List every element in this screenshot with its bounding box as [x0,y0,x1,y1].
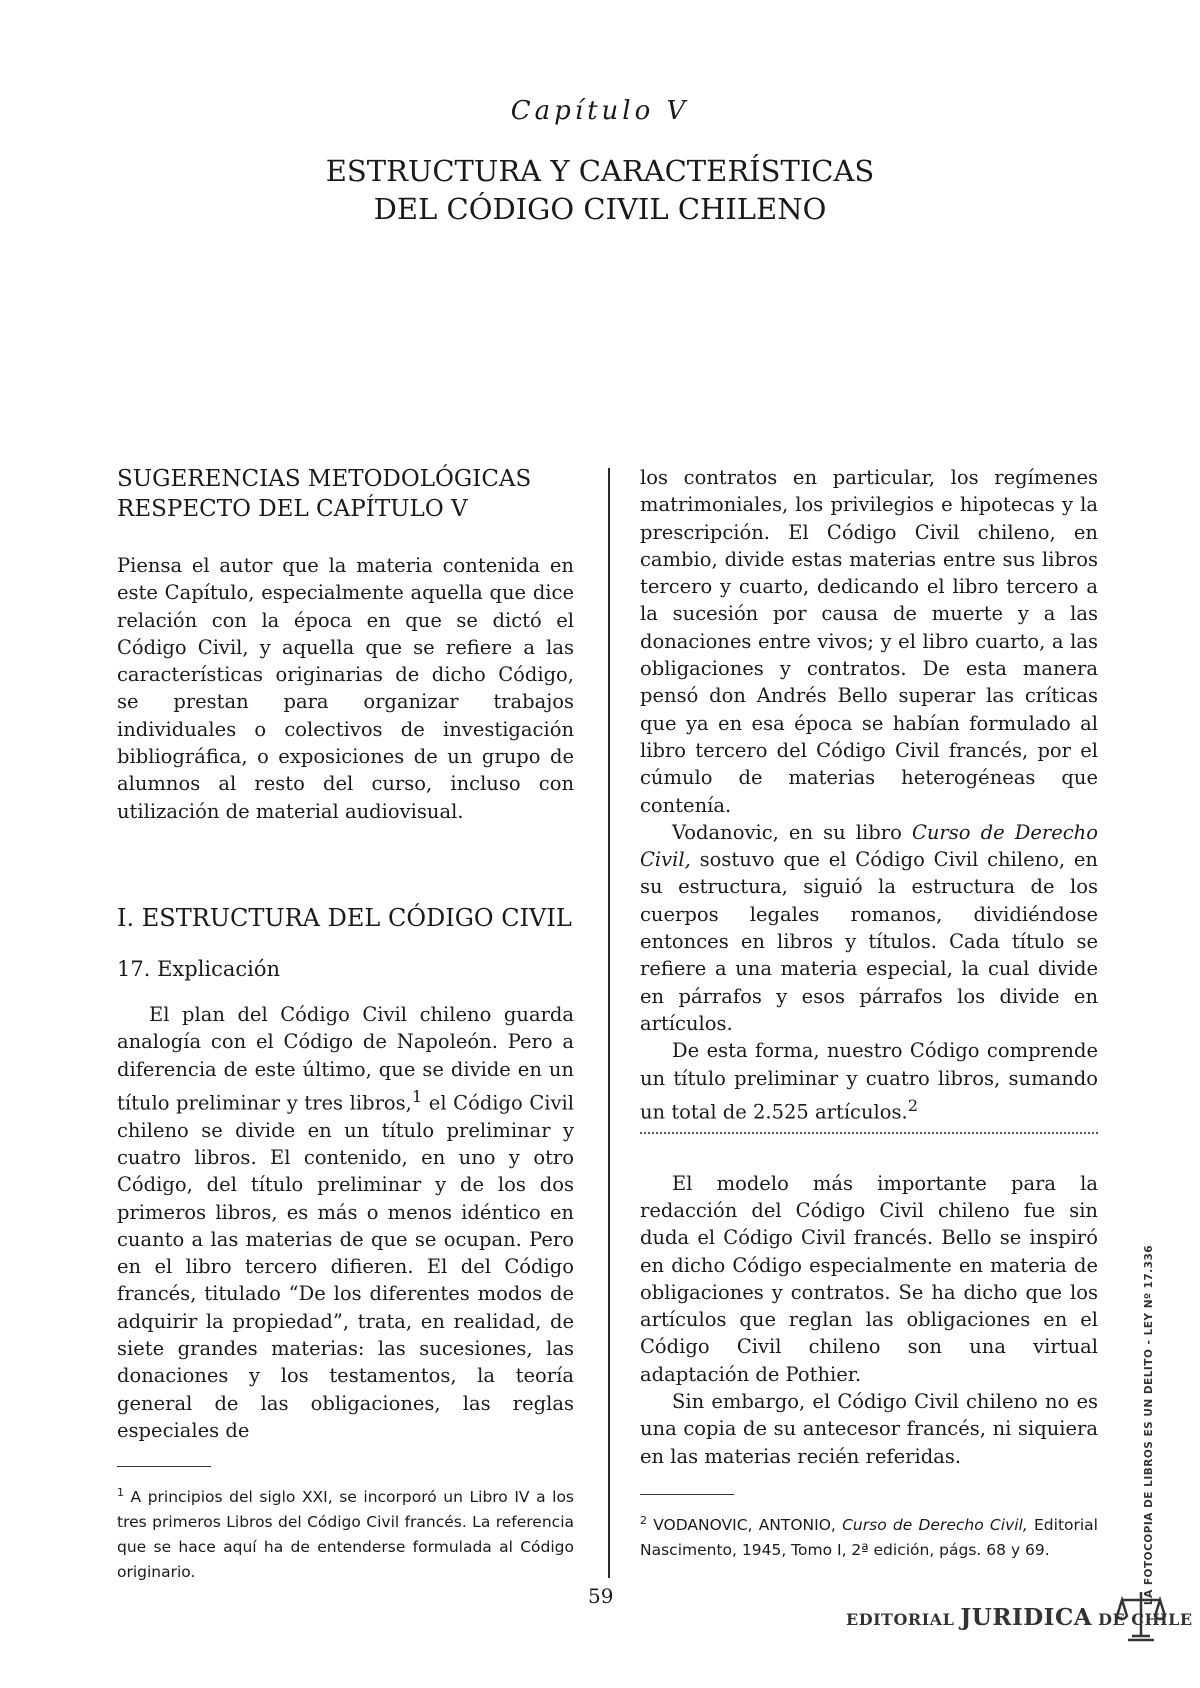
footnote-author: VODANOVIC, ANTONIO, [647,1516,843,1535]
publisher-part-3: DE CHILE [1092,1610,1193,1629]
page-number: 59 [588,1584,614,1608]
chapter-label: Capítulo V [510,96,690,126]
body-paragraph: El modelo más importante para la redacción del Código Civil chileno fue sin duda el Código Civil francés. Bello se inspiró en dicho Código especialmente en materia de obligaciones y contratos. Se ha dicho que los artículos que reglan las obligaciones en el Código Civil chileno son una virtual adaptación de Pothier. [640,1171,1098,1386]
dotted-separator [640,1132,1098,1158]
publisher-part-1: EDITORIAL [846,1610,961,1629]
footnote-1 [117,1480,574,1585]
chapter-title-line-1: ESTRUCTURA Y CARACTERÍSTICAS [325,154,875,188]
chapter-title-line-2: DEL CÓDIGO CIVIL CHILENO [373,192,827,226]
body-paragraph [117,1001,574,1444]
paragraph-text: El plan del Código Civil chileno guarda analogía con el Código de Napoleón. Pero a diferencia de este último, que se divide en un título preliminar y tres libros, [117,1002,574,1115]
copyright-notice-text: LA FOTOCOPIA DE LIBROS ES UN DELITO - LEY Nº 17.336 [1143,1244,1155,1606]
body-paragraph [640,1037,1098,1125]
body-paragraph: Sin embargo, el Código Civil chileno no es una copia de su antecesor francés, ni siquiera en las materias recién referidas. [640,1390,1098,1468]
right-column [640,464,1098,1470]
copyright-notice [1140,1205,1158,1645]
footnote-text: Editorial Nascimento, 1945, Tomo I, 2ª edición, págs. 68 y 69. [640,1516,1098,1560]
footnote-2 [640,1508,1098,1563]
body-paragraph [640,819,1098,1037]
footnote-book-title: Curso de Derecho Civil, [842,1516,1028,1535]
paragraph-text: De esta forma, nuestro Código comprende un título preliminar y cuatro libros, sumando un total de 2.525 artículos. [640,1039,1098,1124]
footnote-marker: 1 [411,1086,423,1106]
left-column [117,464,574,1444]
footnote-number: 1 [117,1486,124,1499]
footnote-rule [640,1494,734,1495]
paragraph-text: el Código Civil chileno se divide en un título preliminar y cuatro libros. El contenido, en uno y otro Código, del título preliminar y de los dos primeros libros, es más o menos idéntico en cuanto a las materias de que se ocupan. Pero en el libro tercero difieren. El del Código francés, titulado “De los diferentes modos de adquirir la propiedad”, trata, en realidad, de siete grandes materias: las sucesiones, las donaciones y los testamentos, la teoría general de las obligaciones, las reglas especiales de [117,1091,575,1442]
suggestions-text: Piensa el autor que la materia contenida en este Capítulo, especialmente aquella que dice relación con la época en que se dictó el Código Civil, y aquella que se refiere a las características originarias de dicho Código, se prestan para organizar trabajos individuales o colectivos de investigación bibliográfica, o exposiciones de un grupo de alumnos al resto del curso, incluso con utilización de material audiovisual. [117,554,574,823]
footnote-marker: 2 [907,1095,919,1115]
body-paragraph: los contratos en particular, los regímenes matrimoniales, los privilegios e hipotecas y la prescripción. El Código Civil chileno, en cambio, divide estas materias entre sus libros tercero y cuarto, dedicando el libro tercero a la sucesión por causa de muerte y a las donaciones entre vivos; y el libro cuarto, a las obligaciones y contratos. De esta manera pensó don Andrés Bello superar las críticas que ya en esa época se habían formulado al libro tercero del Código Civil francés, por el cúmulo de materias heterogéneas que contenía. [640,466,1098,817]
suggestions-heading-line-1: SUGERENCIAS METODOLÓGICAS [117,466,532,492]
paragraph-text: sostuvo que el Código Civil chileno, en su estructura, siguió la estructura de los cuerpos legales romanos, dividiéndose entonces en libros y títulos. Cada título se refiere a una materia especial, la cual divide en párrafos y esos párrafos los divide en artículos. [640,848,1098,1035]
chapter-title [0,152,1200,228]
scales-of-justice-icon [1116,1588,1166,1644]
book-title: Curso de Derecho Civil, [640,820,1098,872]
publisher-part-2: JURIDICA [960,1604,1093,1631]
suggestions-heading [117,464,574,524]
footnote-rule [117,1466,211,1467]
suggestions-heading-line-2: RESPECTO DEL CAPÍTULO V [117,496,468,522]
column-divider [608,468,610,1578]
paragraph-text: Vodanovic, en su libro [672,820,912,844]
footnote-number: 2 [640,1514,647,1527]
footnote-text: A principios del siglo XXI, se incorporó un Libro IV a los tres primeros Libros del Código Civil francés. La referencia que se hace aquí ha de entenderse formulada al Código originario. [117,1488,574,1582]
subsection-heading: 17. Explicación [117,956,281,981]
section-heading: I. ESTRUCTURA DEL CÓDIGO CIVIL [117,903,572,932]
